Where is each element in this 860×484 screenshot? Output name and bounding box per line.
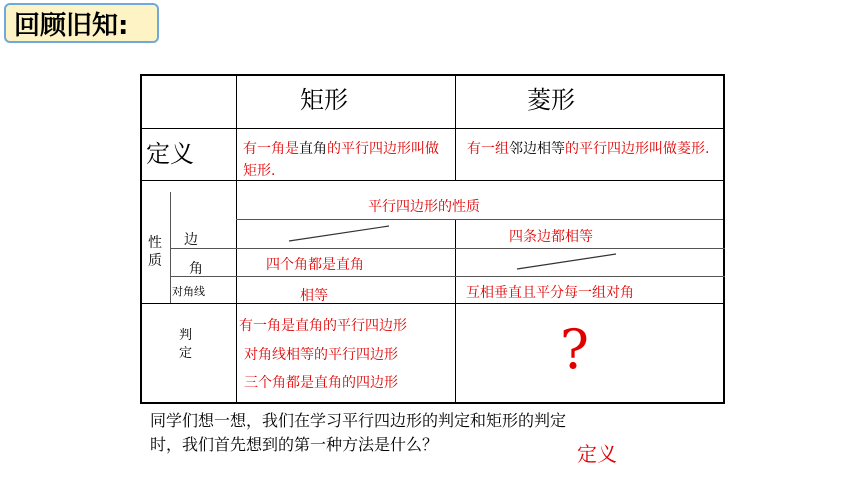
row-label-definition: 定义 [146, 140, 194, 168]
question-line-1: 同学们想一想，我们在学习平行四边形的判定和矩形的判定 [150, 411, 567, 430]
rhombus-judgement-question-mark: ? [560, 318, 589, 381]
rectangle-judgement-3: 三个角都是直角的四边形 [244, 375, 398, 391]
rectangle-angle-property: 四个角都是直角 [266, 257, 364, 273]
section-title: 回顾旧知: [4, 3, 159, 43]
sub-label-side: 边 [184, 232, 198, 248]
sub-label-angle: 角 [189, 261, 203, 277]
rhombus-definition: 有一组邻边相等的平行四边形叫做菱形. [467, 141, 710, 157]
header-rectangle: 矩形 [300, 86, 348, 114]
question-line-2: 时，我们首先想到的第一种方法是什么？ [150, 435, 439, 454]
answer-text: 定义 [577, 442, 617, 466]
parallelogram-properties: 平行四边形的性质 [368, 199, 480, 215]
rectangle-definition: 有一角是直角的平行四边形叫做矩形. [243, 141, 439, 179]
rhombus-diagonal-property: 互相垂直且平分每一组对角 [466, 285, 634, 301]
sub-label-diagonal: 对角线 [172, 285, 205, 298]
row-label-property: 性质 [148, 235, 162, 269]
rectangle-judgement-1: 有一角是直角的平行四边形 [239, 318, 407, 334]
rectangle-judgement-2: 对角线相等的平行四边形 [244, 347, 398, 363]
rectangle-diagonal-property: 相等 [300, 288, 328, 304]
header-rhombus: 菱形 [527, 86, 575, 114]
row-label-judgement: 判定 [179, 328, 193, 361]
rhombus-side-property: 四条边都相等 [509, 229, 593, 245]
slash-rect-side [289, 226, 389, 241]
slash-rhombus-angle [517, 254, 616, 269]
